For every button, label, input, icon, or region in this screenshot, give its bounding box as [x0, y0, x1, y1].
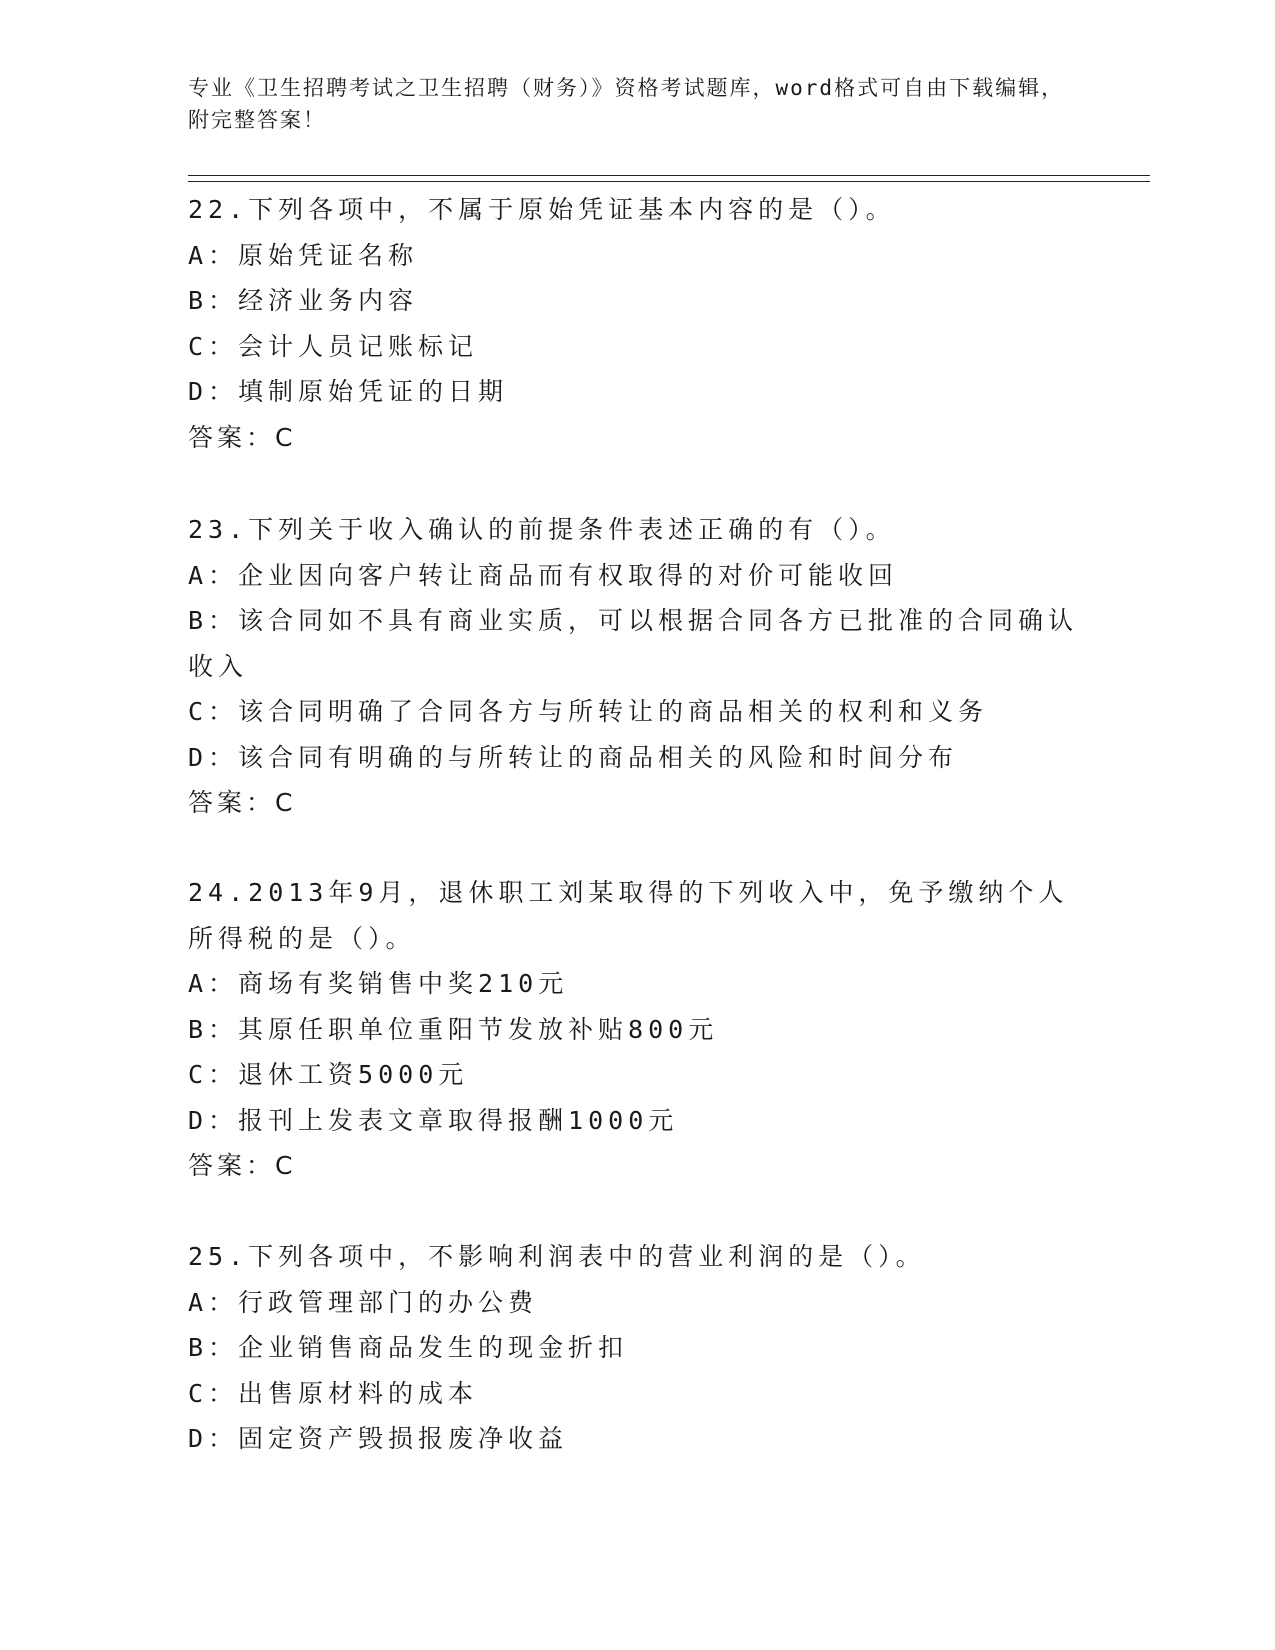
question-stem: 23.下列关于收入确认的前提条件表述正确的有（）。: [188, 515, 896, 544]
question-24: [188, 870, 1088, 1189]
question-stem: 25.下列各项中，不影响利润表中的营业利润的是（）。: [188, 1242, 926, 1271]
document-header: 专业《卫生招聘考试之卫生招聘（财务）》资格考试题库，word格式可自由下载编辑，附完整答案！: [188, 76, 1065, 132]
answer-line: 答案：C: [188, 1151, 297, 1180]
option-d: D：固定资产毁损报废净收益: [188, 1424, 569, 1453]
option-d: D：填制原始凭证的日期: [188, 377, 509, 406]
header-divider-bottom: [188, 181, 1150, 182]
option-a: A：商场有奖销售中奖210元: [188, 969, 569, 998]
option-c: C：退休工资5000元: [188, 1060, 469, 1089]
option-b: B：该合同如不具有商业实质，可以根据合同各方已批准的合同确认收入: [188, 606, 1079, 681]
option-a: A：行政管理部门的办公费: [188, 1287, 539, 1317]
option-b: B：经济业务内容: [188, 286, 419, 315]
answer-line: 答案：C: [188, 788, 297, 817]
question-23: [188, 507, 1088, 826]
option-b: B：企业销售商品发生的现金折扣: [188, 1333, 629, 1362]
answer-line: 答案：C: [188, 422, 297, 452]
option-b: B：其原任职单位重阳节发放补贴800元: [188, 1014, 719, 1044]
question-22: [188, 187, 1088, 460]
header-divider-top: [188, 175, 1150, 176]
option-c: C：会计人员记账标记: [188, 331, 479, 361]
question-stem: 22.下列各项中，不属于原始凭证基本内容的是（）。: [188, 195, 896, 224]
option-c: C：出售原材料的成本: [188, 1378, 479, 1408]
option-c: C：该合同明确了合同各方与所转让的商品相关的权利和义务: [188, 697, 989, 726]
option-a: A：原始凭证名称: [188, 240, 419, 270]
option-d: D：该合同有明确的与所转让的商品相关的风险和时间分布: [188, 742, 959, 772]
option-d: D：报刊上发表文章取得报酬1000元: [188, 1105, 679, 1135]
option-a: A：企业因向客户转让商品而有权取得的对价可能收回: [188, 560, 899, 590]
question-25: [188, 1234, 1088, 1462]
question-stem: 24.2013年9月，退休职工刘某取得的下列收入中，免予缴纳个人所得税的是（）。: [188, 878, 1069, 953]
